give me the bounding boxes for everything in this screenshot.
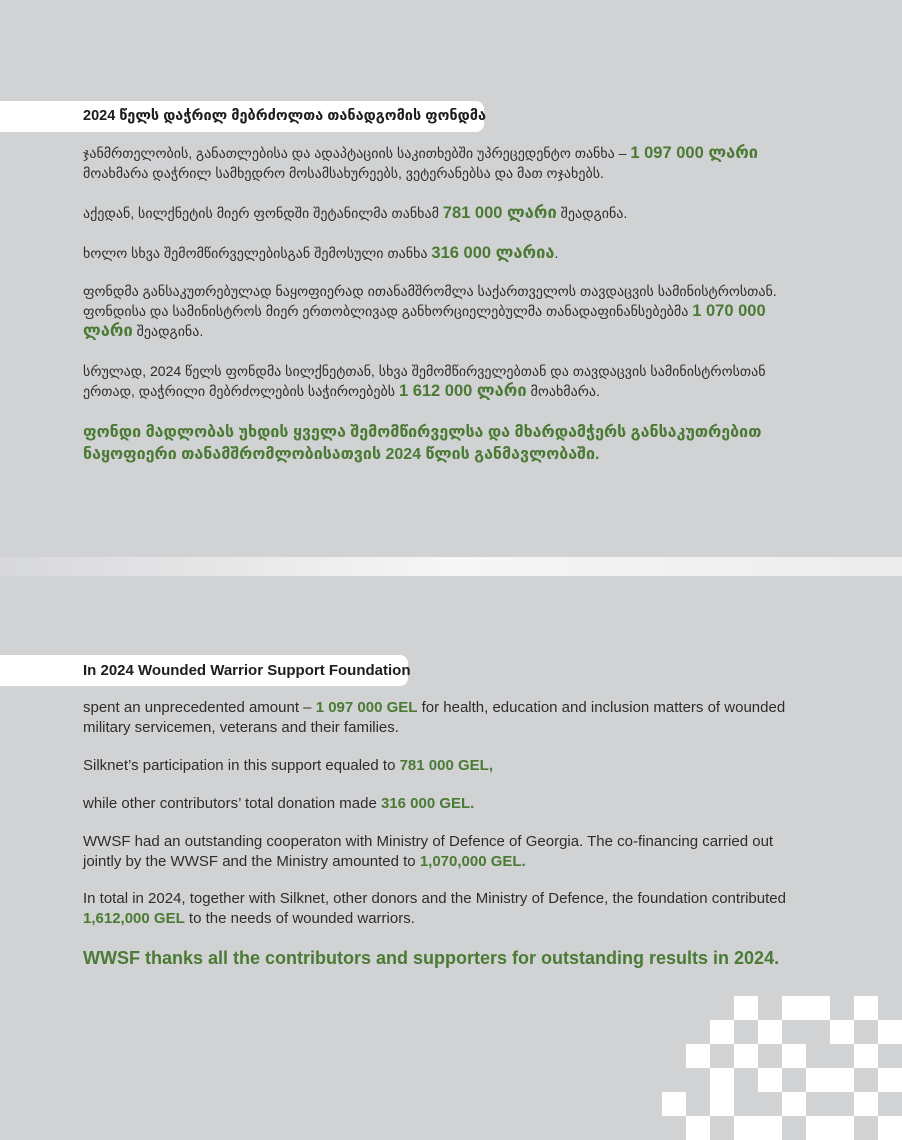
pattern-square <box>854 996 878 1020</box>
amount-highlight: 781 000 GEL, <box>399 757 493 774</box>
text: მოახმარა დაჭრილ სამხედრო მოსამსახურეებს, ვეტერანებსა და მათ ოჯახებს. <box>83 165 604 181</box>
text: for health, education and inclusion matters of wounded military servicemen, veterans and their families. <box>83 699 786 736</box>
english-thanks: WWSF thanks all the contributors and supporters for outstanding results in 2024. <box>83 948 780 968</box>
text: Silknet’s participation in this support equaled to <box>83 757 400 774</box>
pattern-square <box>854 1092 878 1116</box>
georgian-paragraph-spending <box>83 143 813 183</box>
pattern-square <box>878 1068 902 1092</box>
pattern-square <box>806 1116 830 1140</box>
pixel-pattern-decoration <box>662 996 902 1140</box>
georgian-paragraph-total <box>83 361 813 401</box>
pattern-square <box>854 1044 878 1068</box>
amount-highlight: 316 000 GEL. <box>380 795 475 812</box>
amount-highlight: 781 000 ლარი <box>442 204 557 222</box>
text: შეადგინა. <box>556 205 628 221</box>
pattern-square <box>686 1044 710 1068</box>
pattern-square <box>734 1116 758 1140</box>
pattern-square <box>878 1116 902 1140</box>
amount-highlight: 1 070 000 ლარი <box>83 302 766 340</box>
text: მოახმარა. <box>526 383 600 399</box>
text: In total in 2024, together with Silknet, other donors and the Ministry of Defence, the foundation contributed <box>83 890 786 907</box>
text: spent an unprecedented amount – <box>83 699 316 716</box>
pattern-square <box>806 996 830 1020</box>
pattern-square <box>830 1116 854 1140</box>
pattern-square <box>806 1068 830 1092</box>
pattern-square <box>710 1020 734 1044</box>
pattern-square <box>662 1092 686 1116</box>
pattern-square <box>758 1020 782 1044</box>
pattern-square <box>830 1020 854 1044</box>
pattern-square <box>782 1092 806 1116</box>
pattern-square <box>878 1020 902 1044</box>
section-divider <box>0 557 902 576</box>
georgian-section <box>0 0 902 557</box>
amount-highlight: 1,612,000 GEL <box>83 910 185 927</box>
text: ჯანმრთელობის, განათლებისა და ადაპტაციის საკითხებში უპრეცედენტო თანხა – <box>83 145 631 161</box>
text: . <box>554 245 559 261</box>
text: while other contributors’ total donation made <box>83 795 381 812</box>
english-paragraph-silknet <box>83 756 813 776</box>
pattern-square <box>686 1116 710 1140</box>
pattern-square <box>758 1116 782 1140</box>
georgian-paragraph-others <box>83 243 813 263</box>
text: to the needs of wounded warriors. <box>184 910 415 927</box>
pattern-square <box>710 1092 734 1116</box>
pattern-square <box>830 1068 854 1092</box>
amount-highlight: 1 612 000 ლარი <box>398 382 527 400</box>
pattern-square <box>734 1044 758 1068</box>
pattern-square <box>758 1068 782 1092</box>
amount-highlight: 316 000 ლარია <box>431 244 555 262</box>
amount-highlight: 1 097 000 ლარი <box>630 144 759 162</box>
georgian-paragraph-ministry <box>83 281 813 341</box>
english-paragraph-total <box>83 889 813 929</box>
georgian-thanks: ფონდი მადლობას უხდის ყველა შემომწირველსა და მხარდამჭერს განსაკუთრებით ნაყოფიერი თანამშრომლობისათვის 2024 წლის განმავლობაში. <box>83 424 762 463</box>
georgian-paragraph-silknet <box>83 203 813 223</box>
english-paragraph-spending <box>83 698 813 738</box>
amount-highlight: 1,070,000 GEL. <box>419 853 526 870</box>
english-heading: In 2024 Wounded Warrior Support Foundation <box>0 655 408 686</box>
english-paragraph-others <box>83 794 813 814</box>
text: სრულად, 2024 წელს ფონდმა სილქნეტთან, სხვა შემომწირველებთან და თავდაცვის სამინისტროსთან ერთად, დაჭრილი მებრძოლების საჭიროებებს <box>83 363 766 399</box>
pattern-square <box>710 1068 734 1092</box>
text: აქედან, სილქნეტის მიერ ფონდში შეტანილმა თანხამ <box>83 205 443 221</box>
pattern-square <box>782 996 806 1020</box>
text: ფონდმა განსაკუთრებულად ნაყოფიერად ითანამშრომლა საქართველოს თავდაცვის სამინისტროსთან. ფონდისა და სამინისტროს მიერ ერთობლივად განხორციელებულმა თანადაფინანსებებმა <box>83 283 777 319</box>
georgian-heading: 2024 წელს დაჭრილ მებრძოლთა თანადგომის ფონდმა <box>0 101 484 132</box>
english-paragraph-ministry <box>83 832 813 872</box>
amount-highlight: 1 097 000 GEL <box>315 699 418 716</box>
text: ხოლო სხვა შემომწირველებისგან შემოსული თანხა <box>83 245 432 261</box>
text: WWSF had an outstanding cooperaton with Ministry of Defence of Georgia. The co-financing carried out jointly by the WWSF and the Ministry amounted to <box>83 833 774 870</box>
pattern-square <box>782 1044 806 1068</box>
text: შეადგინა. <box>132 323 204 339</box>
pattern-square <box>734 996 758 1020</box>
